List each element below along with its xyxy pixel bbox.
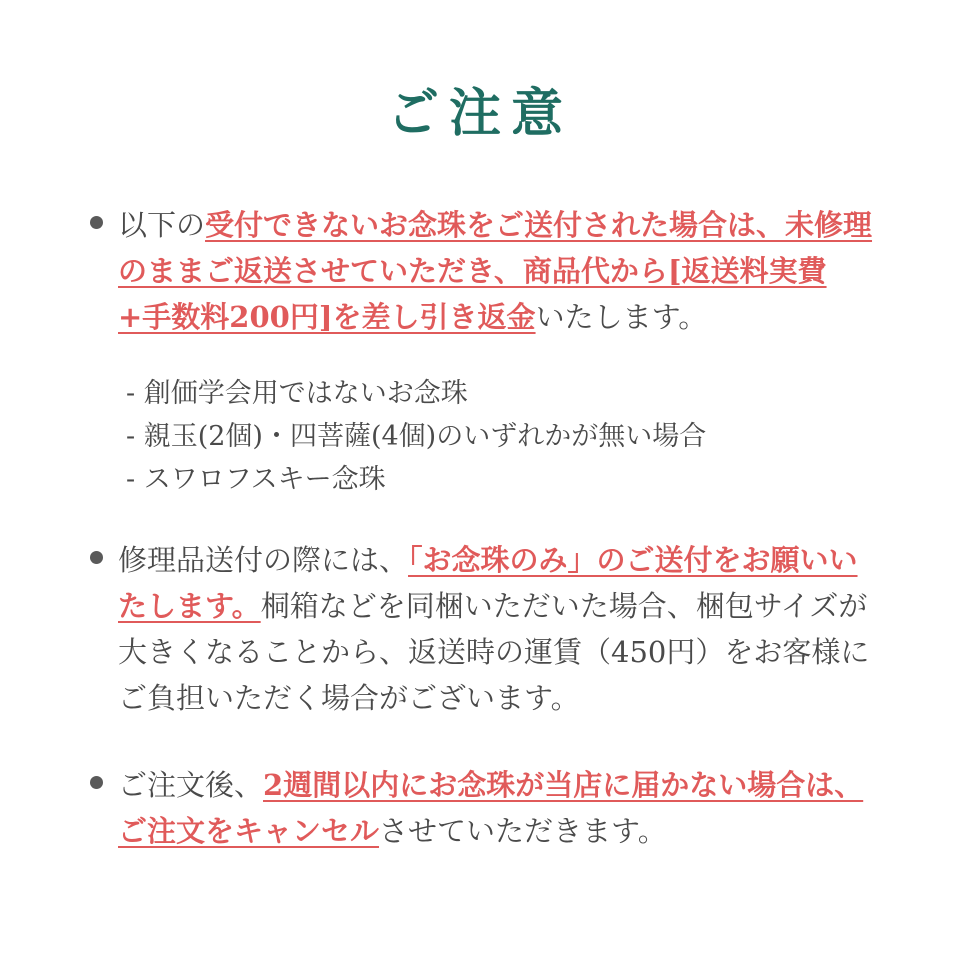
notice-prefix: ご注文後、 [118, 768, 264, 802]
bullet-icon [90, 551, 103, 564]
notice-prefix: 修理品送付の際には、 [118, 543, 409, 577]
notice-shipping-request [118, 537, 878, 721]
notice-highlight: 受付できないお念珠をご送付された場合は、未修理のままご返送させていただき、商品代から[返送料実費+手数料200円]を差し引き返金 [118, 208, 873, 334]
notice-prefix: 以下の [118, 208, 206, 242]
notice-suffix: いたします。 [535, 300, 708, 334]
list-item: - 創価学会用ではないお念珠 [126, 378, 468, 409]
notice-highlight: 「お念珠のみ」のご送付をお願いいたします。 [118, 543, 858, 623]
bullet-icon [90, 776, 103, 789]
list-item: - スワロフスキー念珠 [126, 464, 386, 495]
notice-suffix: させていただきます。 [379, 814, 667, 848]
notice-return-policy [118, 202, 878, 340]
list-item: - 親玉(2個)・四菩薩(4個)のいずれかが無い場合 [126, 421, 707, 452]
notice-suffix: 桐箱などを同梱いただいた場合、梱包サイズが大きくなることから、返送時の運賃（450円）をお客様にご負担いただく場合がございます。 [118, 589, 870, 715]
page-title: ご注意 [386, 83, 573, 144]
notice-cancellation [118, 762, 878, 854]
unacceptable-items-list [126, 372, 706, 501]
bullet-icon [90, 216, 103, 229]
notice-highlight: 2週間以内にお念珠が当店に届かない場合は、ご注文をキャンセル [118, 768, 864, 848]
